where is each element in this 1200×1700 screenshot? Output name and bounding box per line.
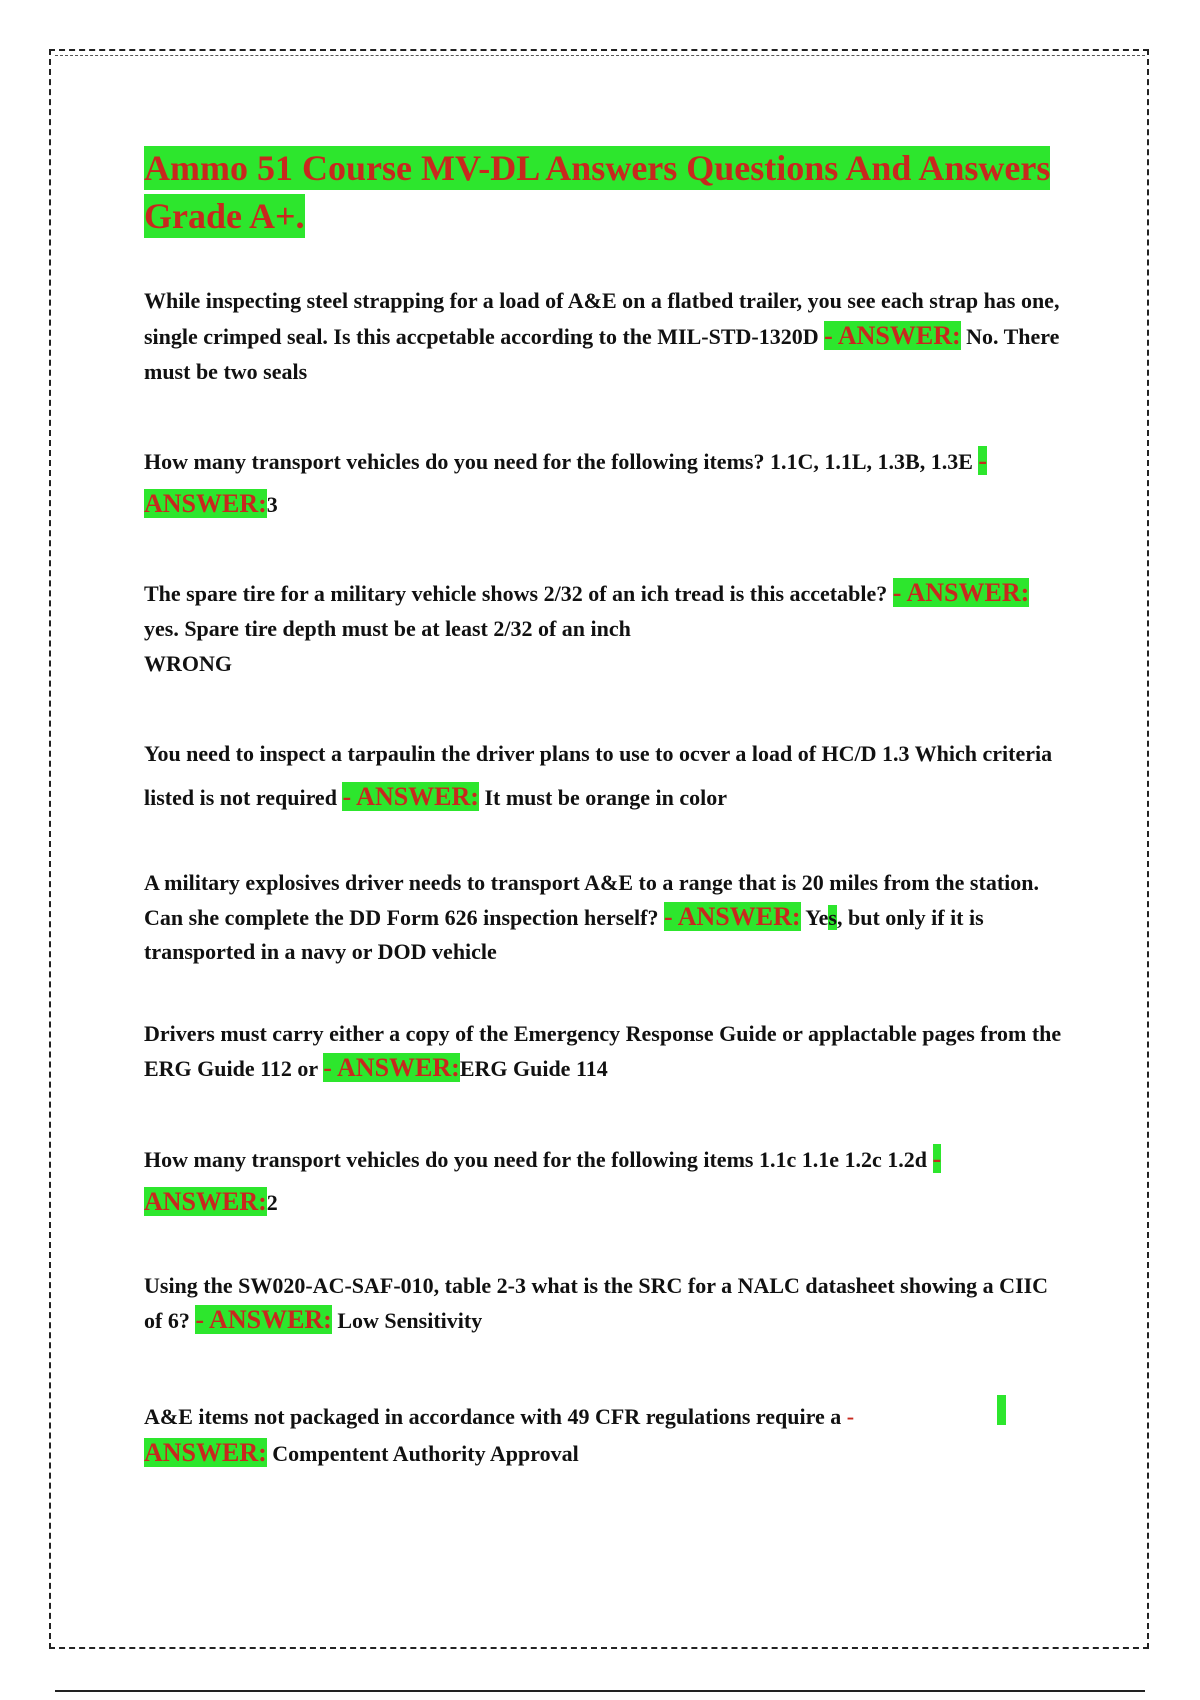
answer-dash: - [846,1404,855,1429]
answer-text: Low Sensitivity [337,1308,483,1333]
answer-label: - ANSWER: [323,1053,460,1082]
answer-highlight-char: s [828,905,837,930]
answer-label [824,321,961,350]
qa-item-9 [144,1399,1064,1472]
answer-text: No. There must be two seals [144,324,1060,384]
qa-item-8 [144,1269,1064,1338]
qa-item-6 [144,1017,1064,1086]
qa-item-3 [144,575,1064,681]
question-text: How many transport vehicles do you need for the following items 1.1c 1.1e 1.2c 1.2d [144,1147,927,1172]
question-text: While inspecting steel strapping for a load of A&E on a flatbed trailer, you see each strap has one, single crimped seal. Is this accpetable according to the MIL-STD-1320D [144,288,1060,349]
answer-label: - ANSWER: [144,1144,942,1216]
answer-text: Compentent Authority Approval [272,1441,579,1466]
answer-label: - ANSWER: [342,782,479,811]
answer-text-continued: , but only if it is transported in a navy or DOD vehicle [144,905,984,964]
question-text: Drivers must carry either a copy of the Emergency Response Guide or applactable pages from the ERG Guide 112 or [144,1021,1062,1081]
answer-label: - ANSWER: [892,578,1030,607]
answer-text: Ye [805,905,829,930]
qa-item-7 [144,1138,1064,1224]
question-text: The spare tire for a military vehicle shows 2/32 of an ich tread is this accetable? [144,581,888,606]
answer-label: - ANSWER: [664,902,801,931]
stray-highlight-mark [997,1395,1006,1425]
question-text: You need to inspect a tarpaulin the driver plans to use to ocver a load of HC/D 1.3 Which criteria listed is not required [144,741,1053,810]
question-text: Using the SW020-AC-SAF-010, table 2-3 what is the SRC for a NALC datasheet showing a CIIC of 6? [144,1273,1049,1333]
bottom-rule [55,1690,1145,1692]
qa-item-5 [144,866,1064,969]
title-text: Ammo 51 Course MV-DL Answers Questions And Answers Grade A+. [144,148,1051,236]
answer-label: - ANSWER: [195,1305,332,1334]
answer-text: 3 [266,492,278,517]
answer-label: ANSWER: [144,1438,267,1467]
document-title [144,144,1084,240]
qa-item-2 [144,440,1064,526]
answer-marker: - ANSWER: [824,321,961,350]
answer-text: 2 [266,1190,278,1215]
question-text: A military explosives driver needs to transport A&E to a range that is 20 miles from the station. Can she complete the DD Form 626 inspection herself? [144,870,1039,930]
question-text: How many transport vehicles do you need for the following items? 1.1C, 1.1L, 1.3B, 1.3E [144,449,973,474]
qa-item-4 [144,732,1064,819]
qa-item-1 [144,283,1064,389]
answer-text: yes. Spare tire depth must be at least 2/32 of an inch [144,616,631,641]
question-text: A&E items not packaged in accordance with 49 CFR regulations require a [144,1404,842,1429]
answer-label: - ANSWER: [144,446,988,518]
answer-text: It must be orange in color [484,785,728,810]
answer-text: ERG Guide 114 [459,1056,608,1081]
answer-note: WRONG [144,651,232,676]
